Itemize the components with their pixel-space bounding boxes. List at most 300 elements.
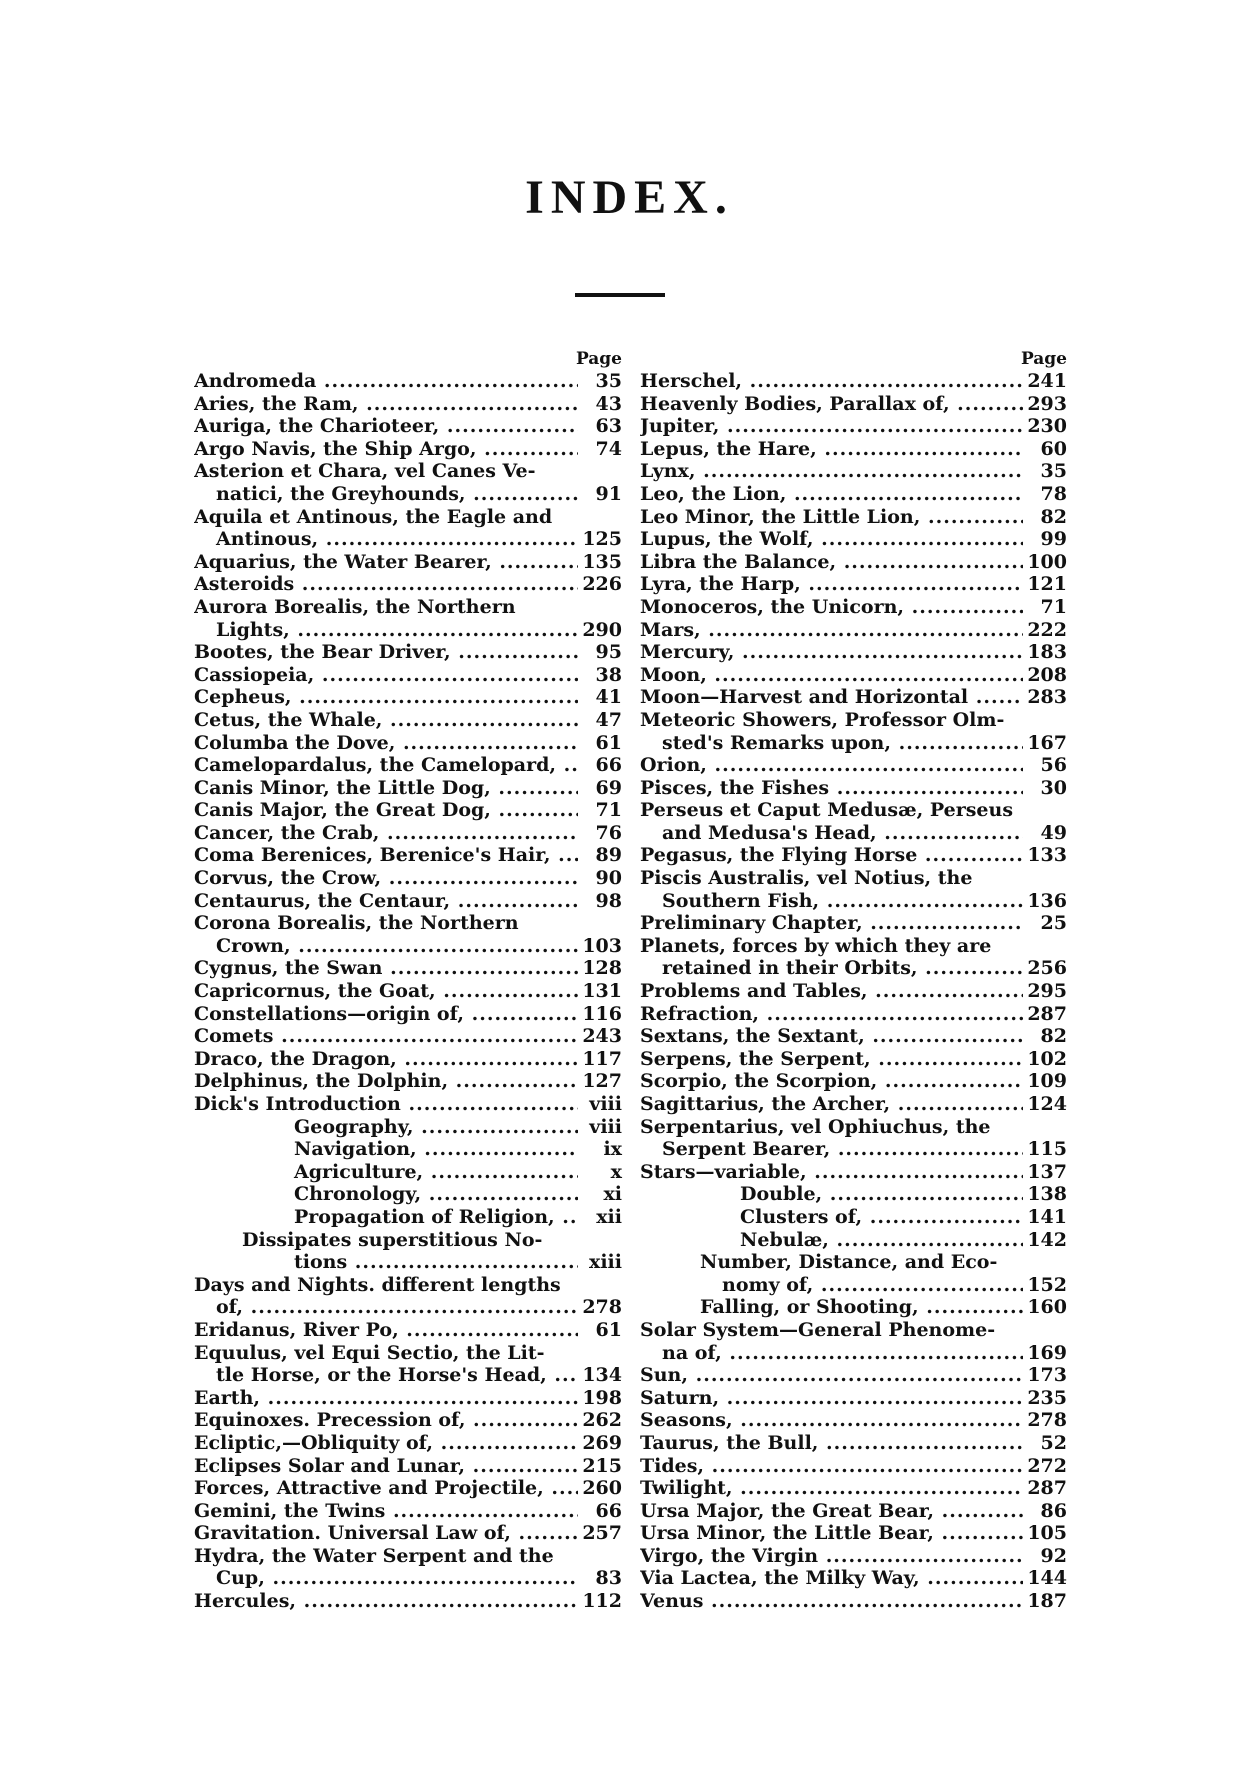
index-entry-text: Moon—Harvest and Horizontal ..... bbox=[640, 686, 1067, 709]
index-entry-continuation: Antinous, ..... bbox=[194, 528, 622, 551]
page-number: viii bbox=[578, 1093, 622, 1116]
index-entry-text: Monoceros, the Unicorn, ..... bbox=[640, 596, 1067, 619]
index-entry-text: Taurus, the Bull, ..... bbox=[640, 1432, 1067, 1455]
index-entry bbox=[640, 1432, 1067, 1455]
index-entry bbox=[194, 1455, 622, 1478]
index-entry bbox=[194, 1432, 622, 1455]
index-entry bbox=[640, 573, 1067, 596]
index-entry bbox=[640, 1545, 1067, 1568]
page-number: 208 bbox=[1023, 664, 1067, 687]
index-entry-text: Gravitation. Universal Law of, ..... bbox=[194, 1522, 622, 1545]
page-number: 92 bbox=[1023, 1545, 1067, 1568]
page-number: 61 bbox=[578, 1319, 622, 1342]
page-number: 82 bbox=[1023, 506, 1067, 529]
index-entry bbox=[640, 732, 1067, 755]
index-entry bbox=[640, 596, 1067, 619]
subentries-list bbox=[640, 1183, 1067, 1251]
index-entry bbox=[194, 1567, 622, 1590]
index-entry bbox=[640, 1274, 1067, 1297]
index-entry bbox=[194, 1003, 622, 1026]
page-number: 215 bbox=[578, 1455, 622, 1478]
title-rule bbox=[575, 293, 665, 297]
index-entry-text: Libra the Balance, ..... bbox=[640, 551, 1067, 574]
index-entry-text: Serpens, the Serpent, ..... bbox=[640, 1048, 1067, 1071]
index-entry-text: Leo Minor, the Little Lion, ..... bbox=[640, 506, 1067, 529]
page-number: 78 bbox=[1023, 483, 1067, 506]
page-number: 74 bbox=[578, 438, 622, 461]
index-entry-text: Geography, ..... bbox=[194, 1116, 622, 1139]
index-entry bbox=[640, 664, 1067, 687]
index-entry-text: Refraction, ..... bbox=[640, 1003, 1067, 1026]
index-entry-text: Hydra, the Water Serpent and the bbox=[194, 1544, 554, 1567]
index-entry bbox=[194, 822, 622, 845]
index-entry-continuation: retained in their Orbits, ..... bbox=[640, 957, 1067, 980]
index-entry-text: Comets ..... bbox=[194, 1025, 622, 1048]
page-number: 35 bbox=[1023, 460, 1067, 483]
page-number: 133 bbox=[1023, 844, 1067, 867]
index-entry bbox=[640, 980, 1067, 1003]
index-entry-text: Andromeda ..... bbox=[194, 370, 622, 393]
index-entry-text: Aurora Borealis, the Northern bbox=[194, 595, 516, 618]
index-entry bbox=[640, 1206, 1067, 1229]
page-number: 66 bbox=[578, 1500, 622, 1523]
index-entry-text: Cepheus, ..... bbox=[194, 686, 622, 709]
index-entry-text: Stars—variable, ..... bbox=[640, 1161, 1067, 1184]
page-number: 135 bbox=[578, 551, 622, 574]
page-number: 109 bbox=[1023, 1070, 1067, 1093]
index-entry bbox=[640, 1342, 1067, 1365]
index-entry-text: Dick's Introduction ..... bbox=[194, 1093, 622, 1116]
page-number: xiii bbox=[578, 1251, 622, 1274]
index-entry bbox=[194, 1251, 622, 1274]
index-entry bbox=[194, 1500, 622, 1523]
page-number: 283 bbox=[1023, 686, 1067, 709]
index-entry-continuation: of, ..... bbox=[194, 1296, 622, 1319]
index-entry bbox=[194, 1206, 622, 1229]
index-entry bbox=[194, 573, 622, 596]
page-number: 260 bbox=[578, 1477, 622, 1500]
index-entry bbox=[640, 415, 1067, 438]
index-entry-text: Problems and Tables, ..... bbox=[640, 980, 1067, 1003]
index-entry bbox=[194, 1387, 622, 1410]
page-number: 117 bbox=[578, 1048, 622, 1071]
index-entry bbox=[640, 1003, 1067, 1026]
page-number: 35 bbox=[578, 370, 622, 393]
index-entry-text: Pisces, the Fishes ..... bbox=[640, 777, 1067, 800]
page-number: 141 bbox=[1023, 1206, 1067, 1229]
index-entry-text: Cetus, the Whale, ..... bbox=[194, 709, 622, 732]
index-entry bbox=[194, 1590, 622, 1613]
index-entry bbox=[640, 460, 1067, 483]
page-number: 52 bbox=[1023, 1432, 1067, 1455]
subentries-list bbox=[640, 1251, 1067, 1319]
page-number: 187 bbox=[1023, 1590, 1067, 1613]
index-entry bbox=[194, 1409, 622, 1432]
index-entry-text: Agriculture, ..... bbox=[194, 1161, 622, 1184]
index-entry bbox=[640, 1048, 1067, 1071]
index-entry bbox=[194, 1138, 622, 1161]
index-entry bbox=[640, 1296, 1067, 1319]
index-entry bbox=[640, 1387, 1067, 1410]
page-column-header: Page bbox=[1020, 349, 1067, 369]
index-entry bbox=[640, 438, 1067, 461]
index-entry-text: Lepus, the Hare, ..... bbox=[640, 438, 1067, 461]
index-entry-continuation: Crown, ..... bbox=[194, 935, 622, 958]
index-entry bbox=[194, 415, 622, 438]
index-entry-continuation: Lights, ..... bbox=[194, 619, 622, 642]
index-entry bbox=[194, 867, 622, 890]
index-entry bbox=[194, 957, 622, 980]
page-number: 235 bbox=[1023, 1387, 1067, 1410]
page-number: 76 bbox=[578, 822, 622, 845]
index-entry bbox=[194, 980, 622, 1003]
page-number: 95 bbox=[578, 641, 622, 664]
index-entry bbox=[194, 1161, 622, 1184]
index-entry-text: Equinoxes. Precession of, ..... bbox=[194, 1409, 622, 1432]
page-number: 169 bbox=[1023, 1342, 1067, 1365]
page-number: 152 bbox=[1023, 1274, 1067, 1297]
index-entry bbox=[194, 844, 622, 867]
page-number: 103 bbox=[578, 935, 622, 958]
page-number: 136 bbox=[1023, 890, 1067, 913]
index-entry-text: Virgo, the Virgin ..... bbox=[640, 1545, 1067, 1568]
index-entry bbox=[194, 438, 622, 461]
page-number: 69 bbox=[578, 777, 622, 800]
index-entry-text: Canis Major, the Great Dog, ..... bbox=[194, 799, 622, 822]
index-entry-text: Mars, ..... bbox=[640, 619, 1067, 642]
index-entry bbox=[640, 1138, 1067, 1161]
page-number: 60 bbox=[1023, 438, 1067, 461]
index-entry bbox=[640, 686, 1067, 709]
index-entry bbox=[194, 1477, 622, 1500]
page-number: 125 bbox=[578, 528, 622, 551]
page-number: viii bbox=[578, 1116, 622, 1139]
index-entry bbox=[194, 641, 622, 664]
index-entry bbox=[640, 1567, 1067, 1590]
entries-list bbox=[194, 370, 622, 1116]
index-entry bbox=[194, 483, 622, 506]
index-entry-continuation: Cup, ..... bbox=[194, 1567, 622, 1590]
page-number: 66 bbox=[578, 754, 622, 777]
index-entry-text: Lynx, ..... bbox=[640, 460, 1067, 483]
index-entry bbox=[194, 551, 622, 574]
index-entry bbox=[194, 1048, 622, 1071]
index-entry-text: Preliminary Chapter, ..... bbox=[640, 912, 1067, 935]
index-entry-text: Hercules, ..... bbox=[194, 1590, 622, 1613]
index-entry-text: Days and Nights. different lengths bbox=[194, 1273, 561, 1296]
page-title: INDEX. bbox=[525, 171, 734, 224]
page-number: 230 bbox=[1023, 415, 1067, 438]
index-entry bbox=[640, 506, 1067, 529]
index-entry-text: Sextans, the Sextant, ..... bbox=[640, 1025, 1067, 1048]
index-entry bbox=[194, 1319, 622, 1342]
page-number: 71 bbox=[1023, 596, 1067, 619]
index-entry-text: Tides, ..... bbox=[640, 1455, 1067, 1478]
index-entry-text: Orion, ..... bbox=[640, 754, 1067, 777]
index-entry-continuation: Southern Fish, ..... bbox=[640, 890, 1067, 913]
index-entry-continuation: and Medusa's Head, ..... bbox=[640, 822, 1067, 845]
index-entry-text: Dissipates superstitious No- bbox=[242, 1228, 543, 1251]
page-number: ix bbox=[578, 1138, 622, 1161]
index-entry-text: Asterion et Chara, vel Canes Ve- bbox=[194, 460, 536, 483]
page-number: 61 bbox=[578, 732, 622, 755]
index-entry bbox=[194, 777, 622, 800]
index-entry-text: Clusters of, ..... bbox=[640, 1206, 1067, 1229]
page-number: 198 bbox=[578, 1387, 622, 1410]
page-number: 86 bbox=[1023, 1500, 1067, 1523]
index-entry bbox=[194, 732, 622, 755]
index-entry-text: Herschel, ..... bbox=[640, 370, 1067, 393]
index-entry bbox=[194, 1093, 622, 1116]
index-entry-text: Cassiopeia, ..... bbox=[194, 664, 622, 687]
page-number: 243 bbox=[578, 1025, 622, 1048]
index-entry-text: Lyra, the Harp, ..... bbox=[640, 573, 1067, 596]
page-number: 278 bbox=[578, 1296, 622, 1319]
index-entry-text: Sun, ..... bbox=[640, 1364, 1067, 1387]
page-number: 144 bbox=[1023, 1567, 1067, 1590]
index-entry-text: Jupiter, ..... bbox=[640, 415, 1067, 438]
index-entry bbox=[194, 754, 622, 777]
page-number: 98 bbox=[578, 890, 622, 913]
index-entry bbox=[194, 1364, 622, 1387]
index-entry-text: Venus ..... bbox=[640, 1590, 1067, 1613]
page-number: 256 bbox=[1023, 957, 1067, 980]
page-number: 257 bbox=[578, 1522, 622, 1545]
index-entry bbox=[194, 890, 622, 913]
index-entry-text: Ursa Major, the Great Bear, ..... bbox=[640, 1500, 1067, 1523]
page-number: 47 bbox=[578, 709, 622, 732]
index-entry bbox=[640, 1522, 1067, 1545]
index-entry bbox=[194, 1522, 622, 1545]
index-entry bbox=[640, 528, 1067, 551]
index-entry bbox=[194, 528, 622, 551]
page-number: 91 bbox=[578, 483, 622, 506]
index-entry bbox=[640, 777, 1067, 800]
page-number: 25 bbox=[1023, 912, 1067, 935]
index-entry bbox=[640, 844, 1067, 867]
page-number: 173 bbox=[1023, 1364, 1067, 1387]
index-entry-continuation: Serpent Bearer, ..... bbox=[640, 1138, 1067, 1161]
index-entry-text: Gemini, the Twins ..... bbox=[194, 1500, 622, 1523]
index-entry-continuation: tions ..... bbox=[194, 1251, 622, 1274]
index-entry bbox=[640, 912, 1067, 935]
page-number: 241 bbox=[1023, 370, 1067, 393]
page-number: 293 bbox=[1023, 393, 1067, 416]
page-number: 90 bbox=[578, 867, 622, 890]
page-number: 105 bbox=[1023, 1522, 1067, 1545]
page-number: 115 bbox=[1023, 1138, 1067, 1161]
index-entry-continuation: natici, the Greyhounds, ..... bbox=[194, 483, 622, 506]
page-number: 102 bbox=[1023, 1048, 1067, 1071]
index-entry-text: Aquila et Antinous, the Eagle and bbox=[194, 505, 553, 528]
page-number: 127 bbox=[578, 1070, 622, 1093]
index-entry bbox=[640, 957, 1067, 980]
index-entry-text: Equulus, vel Equi Sectio, the Lit- bbox=[194, 1341, 545, 1364]
page-number: 278 bbox=[1023, 1409, 1067, 1432]
index-entry bbox=[640, 1500, 1067, 1523]
index-entry bbox=[640, 1409, 1067, 1432]
index-entry-text: Cygnus, the Swan ..... bbox=[194, 957, 622, 980]
index-entry bbox=[640, 1477, 1067, 1500]
index-entry-text: Heavenly Bodies, Parallax of, ..... bbox=[640, 393, 1067, 416]
index-entry bbox=[640, 1093, 1067, 1116]
index-entry-text: Number, Distance, and Eco- bbox=[700, 1251, 998, 1274]
index-entry-text: Delphinus, the Dolphin, ..... bbox=[194, 1070, 622, 1093]
page-number: 128 bbox=[578, 957, 622, 980]
index-entry-text: Lupus, the Wolf, ..... bbox=[640, 528, 1067, 551]
page-number: 262 bbox=[578, 1409, 622, 1432]
index-entry-continuation: sted's Remarks upon, ..... bbox=[640, 732, 1067, 755]
index-entry bbox=[194, 393, 622, 416]
index-entry-text: Ursa Minor, the Little Bear, ..... bbox=[640, 1522, 1067, 1545]
page-number: 121 bbox=[1023, 573, 1067, 596]
index-entry-text: Twilight, ..... bbox=[640, 1477, 1067, 1500]
page-number: 287 bbox=[1023, 1477, 1067, 1500]
page-number: xi bbox=[578, 1183, 622, 1206]
index-entry-text: Double, ..... bbox=[640, 1183, 1067, 1206]
index-entry bbox=[194, 709, 622, 732]
index-entry-text: Auriga, the Charioteer, ..... bbox=[194, 415, 622, 438]
index-entry-text: Solar System—General Phenome- bbox=[640, 1318, 996, 1341]
index-entry bbox=[640, 1229, 1067, 1252]
index-entry-text: Meteoric Showers, Professor Olm- bbox=[640, 708, 1005, 731]
index-entry-text: Piscis Australis, vel Notius, the bbox=[640, 867, 973, 890]
index-entry bbox=[194, 935, 622, 958]
index-entry-text: Scorpio, the Scorpion, ..... bbox=[640, 1070, 1067, 1093]
index-entry-text: Falling, or Shooting, ..... bbox=[640, 1296, 1067, 1319]
index-entry-continuation: na of, ..... bbox=[640, 1342, 1067, 1365]
page-number: x bbox=[578, 1161, 622, 1184]
page-number: 41 bbox=[578, 686, 622, 709]
page-number: 138 bbox=[1023, 1183, 1067, 1206]
page-number: 167 bbox=[1023, 732, 1067, 755]
index-entry bbox=[640, 754, 1067, 777]
page-number: 295 bbox=[1023, 980, 1067, 1003]
index-entry bbox=[194, 370, 622, 393]
page-number: 99 bbox=[1023, 528, 1067, 551]
page-number: 112 bbox=[578, 1590, 622, 1613]
page-number: 83 bbox=[578, 1567, 622, 1590]
index-entry-text: Cancer, the Crab, ..... bbox=[194, 822, 622, 845]
index-entry-text: Corona Borealis, the Northern bbox=[194, 912, 519, 935]
index-entry bbox=[640, 393, 1067, 416]
index-entry bbox=[640, 551, 1067, 574]
index-entry bbox=[640, 641, 1067, 664]
index-entry-text: Chronology, ..... bbox=[194, 1183, 622, 1206]
page-number: 89 bbox=[578, 844, 622, 867]
index-entry-text: Argo Navis, the Ship Argo, ..... bbox=[194, 438, 622, 461]
index-entry-text: Planets, forces by which they are bbox=[640, 934, 992, 957]
page-number: 82 bbox=[1023, 1025, 1067, 1048]
index-column-left bbox=[194, 348, 622, 1613]
page-number: 56 bbox=[1023, 754, 1067, 777]
subentries-list bbox=[194, 1116, 622, 1274]
index-entry bbox=[194, 1070, 622, 1093]
index-entry bbox=[640, 1590, 1067, 1613]
index-column-right bbox=[640, 348, 1067, 1613]
index-entry-text: Pegasus, the Flying Horse ..... bbox=[640, 844, 1067, 867]
page-number: 43 bbox=[578, 393, 622, 416]
index-entry-text: Asteroids ..... bbox=[194, 573, 622, 596]
page-number: 116 bbox=[578, 1003, 622, 1026]
index-entry bbox=[194, 799, 622, 822]
index-entry bbox=[640, 822, 1067, 845]
page-number: 160 bbox=[1023, 1296, 1067, 1319]
index-entry bbox=[640, 483, 1067, 506]
index-entry-text: Aquarius, the Water Bearer, ..... bbox=[194, 551, 622, 574]
page-number: 290 bbox=[578, 619, 622, 642]
page-number: 100 bbox=[1023, 551, 1067, 574]
index-entry-continuation: tle Horse, or the Horse's Head, ..... bbox=[194, 1364, 622, 1387]
index-entry-text: Eridanus, River Po, ..... bbox=[194, 1319, 622, 1342]
index-entry-text: Sagittarius, the Archer, ..... bbox=[640, 1093, 1067, 1116]
index-entry-text: Columba the Dove, ..... bbox=[194, 732, 622, 755]
index-entry bbox=[194, 1116, 622, 1139]
page-number: 49 bbox=[1023, 822, 1067, 845]
index-entry-text: Perseus et Caput Medusæ, Perseus bbox=[640, 799, 1014, 822]
index-entry bbox=[640, 1070, 1067, 1093]
index-entry bbox=[194, 686, 622, 709]
index-entry-text: Capricornus, the Goat, ..... bbox=[194, 980, 622, 1003]
index-entry bbox=[640, 1455, 1067, 1478]
index-entry-text: Canis Minor, the Little Dog, ..... bbox=[194, 777, 622, 800]
index-entry-text: Nebulæ, ..... bbox=[640, 1229, 1067, 1252]
page-number: 71 bbox=[578, 799, 622, 822]
page-number: 38 bbox=[578, 664, 622, 687]
index-entry-text: Draco, the Dragon, ..... bbox=[194, 1048, 622, 1071]
index-entry-text: Aries, the Ram, ..... bbox=[194, 393, 622, 416]
index-entry-text: Centaurus, the Centaur, ..... bbox=[194, 890, 622, 913]
page-number: 137 bbox=[1023, 1161, 1067, 1184]
index-entry-text: Constellations—origin of, ..... bbox=[194, 1003, 622, 1026]
page-number: 287 bbox=[1023, 1003, 1067, 1026]
index-entry bbox=[640, 1161, 1067, 1184]
index-entry-text: Leo, the Lion, ..... bbox=[640, 483, 1067, 506]
page-number: 63 bbox=[578, 415, 622, 438]
index-entry-text: Bootes, the Bear Driver, ..... bbox=[194, 641, 622, 664]
page-number: 272 bbox=[1023, 1455, 1067, 1478]
index-entry-text: Navigation, ..... bbox=[194, 1138, 622, 1161]
page-number: 142 bbox=[1023, 1229, 1067, 1252]
index-entry-text: Coma Berenices, Berenice's Hair, ..... bbox=[194, 844, 622, 867]
index-entry bbox=[194, 619, 622, 642]
index-entry bbox=[640, 1025, 1067, 1048]
page-number: 222 bbox=[1023, 619, 1067, 642]
index-entry-text: Moon, ..... bbox=[640, 664, 1067, 687]
page-number: 131 bbox=[578, 980, 622, 1003]
index-entry bbox=[194, 1183, 622, 1206]
index-entry bbox=[194, 1025, 622, 1048]
index-entry-text: Eclipses Solar and Lunar, ..... bbox=[194, 1455, 622, 1478]
page-number: xii bbox=[578, 1206, 622, 1229]
index-entry-text: Seasons, ..... bbox=[640, 1409, 1067, 1432]
index-entry-text: Propagation of Religion, ..... bbox=[194, 1206, 622, 1229]
page-number: 124 bbox=[1023, 1093, 1067, 1116]
entries-list bbox=[640, 370, 1067, 1183]
index-entry bbox=[640, 370, 1067, 393]
index-entry bbox=[640, 619, 1067, 642]
page-number: 30 bbox=[1023, 777, 1067, 800]
entries-list bbox=[194, 1274, 622, 1613]
index-entry-text: Ecliptic,—Obliquity of, ..... bbox=[194, 1432, 622, 1455]
index-entry-text: Corvus, the Crow, ..... bbox=[194, 867, 622, 890]
index-entry bbox=[640, 1364, 1067, 1387]
index-entry-continuation: nomy of, ..... bbox=[640, 1274, 1067, 1297]
index-entry-text: Earth, ..... bbox=[194, 1387, 622, 1410]
page-number: 269 bbox=[578, 1432, 622, 1455]
index-entry-text: Via Lactea, the Milky Way, ..... bbox=[640, 1567, 1067, 1590]
page-number: 134 bbox=[578, 1364, 622, 1387]
